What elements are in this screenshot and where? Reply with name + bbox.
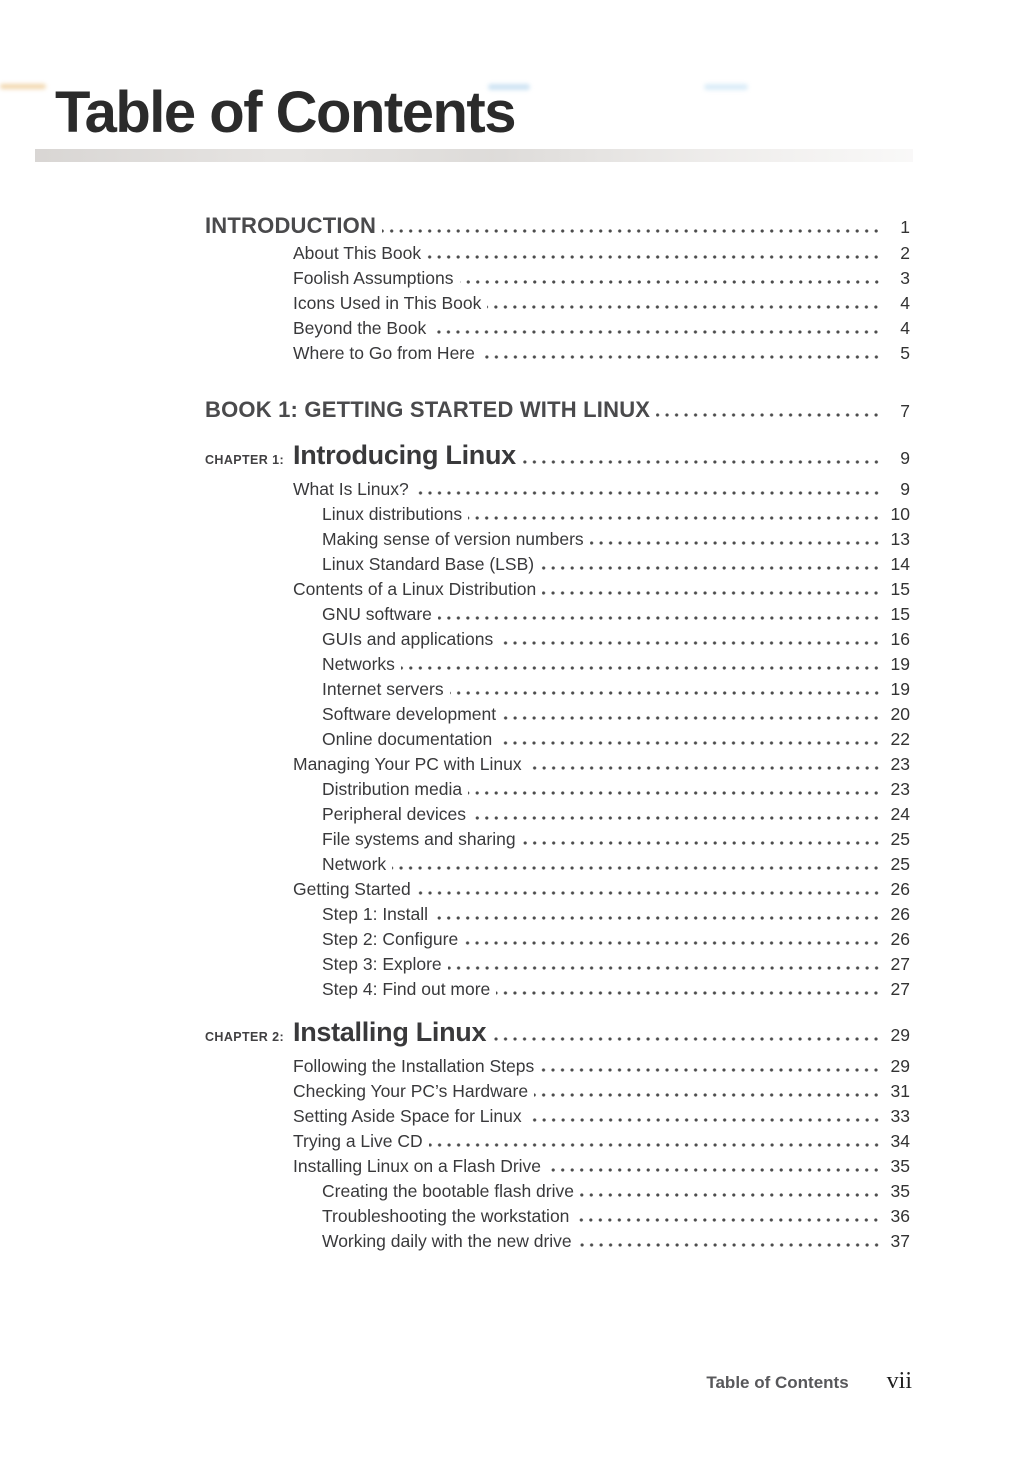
toc-page-number: 34 [890, 1131, 910, 1151]
dot-leader [499, 641, 881, 645]
toc-page-number: 23 [890, 779, 910, 799]
toc-page-number: 7 [900, 401, 910, 421]
toc-page-number: 27 [890, 979, 910, 999]
toc-entry [293, 1079, 910, 1104]
dot-leader [540, 566, 881, 570]
dot-leader [487, 305, 881, 309]
toc-page-number: 4 [900, 318, 910, 338]
toc-entry [293, 1054, 910, 1079]
toc-section-row [205, 212, 910, 241]
toc-entry [322, 977, 910, 1002]
toc-page-number: 13 [890, 529, 910, 549]
toc-entry [322, 777, 910, 802]
footer-section-label: Table of Contents [706, 1373, 849, 1392]
dot-leader [590, 541, 881, 545]
chapter-number-label: CHAPTER 2: [205, 1030, 285, 1044]
dot-leader [496, 991, 881, 995]
dot-leader [547, 1168, 881, 1172]
toc-item-label: GUIs and applications [322, 629, 494, 649]
toc-item-label: Distribution media [322, 779, 463, 799]
toc-item-label: Managing Your PC with Linux [293, 754, 522, 774]
toc-entry [322, 927, 910, 952]
toc-page-number: 23 [890, 754, 910, 774]
toc-page-number: 15 [890, 579, 910, 599]
toc-item-label: Linux distributions [322, 504, 463, 524]
toc-page-number: 4 [900, 293, 910, 313]
toc-item-label: GNU software [322, 604, 432, 624]
toc-item-label: Installing Linux [293, 1017, 487, 1047]
dot-leader [580, 1193, 881, 1197]
toc-entry [293, 1104, 910, 1129]
toc-item-label: BOOK 1: GETTING STARTED WITH LINUX [205, 397, 651, 422]
toc-item-label: Troubleshooting the workstation [322, 1206, 570, 1226]
dot-leader [540, 1068, 881, 1072]
dot-leader [578, 1243, 881, 1247]
toc-page-number: 35 [890, 1181, 910, 1201]
toc-page-number: 26 [890, 879, 910, 899]
dot-leader [528, 766, 881, 770]
toc-chapter-row [205, 1016, 910, 1054]
dot-leader [464, 941, 881, 945]
toc-entry [322, 952, 910, 977]
toc-page-number: 25 [890, 829, 910, 849]
toc-entry [293, 752, 910, 777]
dot-leader [427, 255, 881, 259]
dot-leader [450, 691, 881, 695]
toc-item-label: Step 3: Explore [322, 954, 442, 974]
footer-page-number: vii [886, 1368, 912, 1394]
dot-leader [522, 841, 881, 845]
toc-chapter-row [205, 439, 910, 477]
toc-item-label: Following the Installation Steps [293, 1056, 535, 1076]
toc-page-number: 2 [900, 243, 910, 263]
toc-item-label: Installing Linux on a Flash Drive [293, 1156, 542, 1176]
dot-leader [382, 229, 881, 233]
toc-page-number: 31 [890, 1081, 910, 1101]
toc-entry [293, 877, 910, 902]
toc-entry [322, 627, 910, 652]
toc-entry [322, 902, 910, 927]
dot-leader [575, 1218, 881, 1222]
toc-book-row [205, 396, 910, 425]
toc-item-label: Introducing Linux [293, 440, 516, 470]
toc-entry [322, 802, 910, 827]
toc-page-number: 9 [900, 448, 910, 468]
toc-item-label: Creating the bootable flash drive [322, 1181, 574, 1201]
dot-leader [481, 355, 881, 359]
dot-leader [528, 1118, 881, 1122]
dot-leader [392, 866, 881, 870]
toc-entry [322, 702, 910, 727]
dot-leader [401, 666, 881, 670]
toc-page-number: 24 [890, 804, 910, 824]
toc-item-label: Step 1: Install [322, 904, 429, 924]
scanned-toc-page [0, 80, 1016, 1464]
toc-item-label: About This Book [293, 243, 422, 263]
toc-item-label: Where to Go from Here [293, 343, 475, 363]
toc-page-number: 16 [890, 629, 910, 649]
toc-list [0, 212, 1016, 1254]
toc-page-number: 26 [890, 929, 910, 949]
toc-item-label: Setting Aside Space for Linux [293, 1106, 522, 1126]
toc-entry [293, 1129, 910, 1154]
toc-entry [293, 577, 910, 602]
toc-entry [322, 727, 910, 752]
toc-item-label: Checking Your PC’s Hardware [293, 1081, 529, 1101]
toc-page-number: 36 [890, 1206, 910, 1226]
scan-artifact [0, 84, 46, 89]
toc-item-label: Getting Started [293, 879, 411, 899]
toc-page-number: 10 [890, 504, 910, 524]
chapter-number-label: CHAPTER 1: [205, 453, 285, 467]
toc-item-label: Networks [322, 654, 395, 674]
toc-entry [322, 1229, 910, 1254]
toc-item-label: Icons Used in This Book [293, 293, 482, 313]
toc-page-number: 29 [890, 1025, 910, 1045]
dot-leader [502, 716, 881, 720]
dot-leader [522, 460, 881, 464]
toc-page-number: 22 [890, 729, 910, 749]
toc-entry [293, 477, 910, 502]
toc-page-number: 14 [890, 554, 910, 574]
toc-entry [293, 241, 910, 266]
dot-leader [472, 816, 881, 820]
toc-entry [322, 527, 910, 552]
dot-leader [468, 516, 881, 520]
dot-leader [417, 891, 881, 895]
toc-item-label: Step 2: Configure [322, 929, 459, 949]
page-footer [0, 1368, 912, 1395]
toc-entry [293, 291, 910, 316]
dot-leader [438, 616, 881, 620]
dot-leader [468, 791, 881, 795]
toc-entry [322, 852, 910, 877]
dot-leader [415, 491, 881, 495]
toc-entry [293, 341, 910, 366]
dot-leader [498, 741, 881, 745]
toc-item-label: Foolish Assumptions [293, 268, 454, 288]
toc-entry [293, 266, 910, 291]
toc-page-number: 3 [900, 268, 910, 288]
dot-leader [432, 330, 881, 334]
toc-page-number: 25 [890, 854, 910, 874]
toc-item-label: What Is Linux? [293, 479, 409, 499]
dot-leader [448, 966, 881, 970]
toc-entry [322, 652, 910, 677]
toc-item-label: Step 4: Find out more [322, 979, 491, 999]
dot-leader [492, 1037, 881, 1041]
toc-page-number: 37 [890, 1231, 910, 1251]
toc-entry [322, 552, 910, 577]
toc-item-label: Contents of a Linux Distribution [293, 579, 537, 599]
toc-page-number: 35 [890, 1156, 910, 1176]
toc-page-number: 29 [890, 1056, 910, 1076]
toc-item-label: Making sense of version numbers [322, 529, 584, 549]
toc-page-number: 1 [900, 217, 910, 237]
toc-page-number: 19 [890, 679, 910, 699]
toc-item-label: Trying a Live CD [293, 1131, 423, 1151]
toc-page-number: 5 [900, 343, 910, 363]
dot-leader [460, 280, 882, 284]
toc-entry [322, 502, 910, 527]
toc-item-label: Peripheral devices [322, 804, 466, 824]
toc-item-label: Network [322, 854, 387, 874]
toc-entry [293, 1154, 910, 1179]
scan-artifact [488, 84, 530, 90]
toc-item-label: Working daily with the new drive [322, 1231, 572, 1251]
dot-leader [434, 916, 881, 920]
toc-page-number: 19 [890, 654, 910, 674]
toc-entry [293, 316, 910, 341]
toc-page-number: 15 [890, 604, 910, 624]
toc-item-label: Linux Standard Base (LSB) [322, 554, 535, 574]
toc-item-label: INTRODUCTION [205, 213, 377, 238]
title-underline-band [35, 149, 913, 162]
toc-page-number: 27 [890, 954, 910, 974]
toc-entry [322, 602, 910, 627]
dot-leader [656, 413, 881, 417]
toc-item-label: Internet servers [322, 679, 444, 699]
dot-leader [429, 1143, 881, 1147]
toc-item-label: Online documentation [322, 729, 493, 749]
toc-item-label: Software development [322, 704, 497, 724]
toc-entry [322, 827, 910, 852]
scan-artifact [704, 84, 748, 90]
toc-page-number: 20 [890, 704, 910, 724]
toc-entry [322, 1204, 910, 1229]
dot-leader [534, 1093, 881, 1097]
toc-item-label: Beyond the Book [293, 318, 427, 338]
page-title: Table of Contents [55, 80, 515, 145]
toc-entry [322, 677, 910, 702]
dot-leader [542, 591, 881, 595]
toc-page-number: 33 [890, 1106, 910, 1126]
toc-item-label: File systems and sharing [322, 829, 516, 849]
toc-page-number: 26 [890, 904, 910, 924]
toc-page-number: 9 [900, 479, 910, 499]
toc-entry [322, 1179, 910, 1204]
